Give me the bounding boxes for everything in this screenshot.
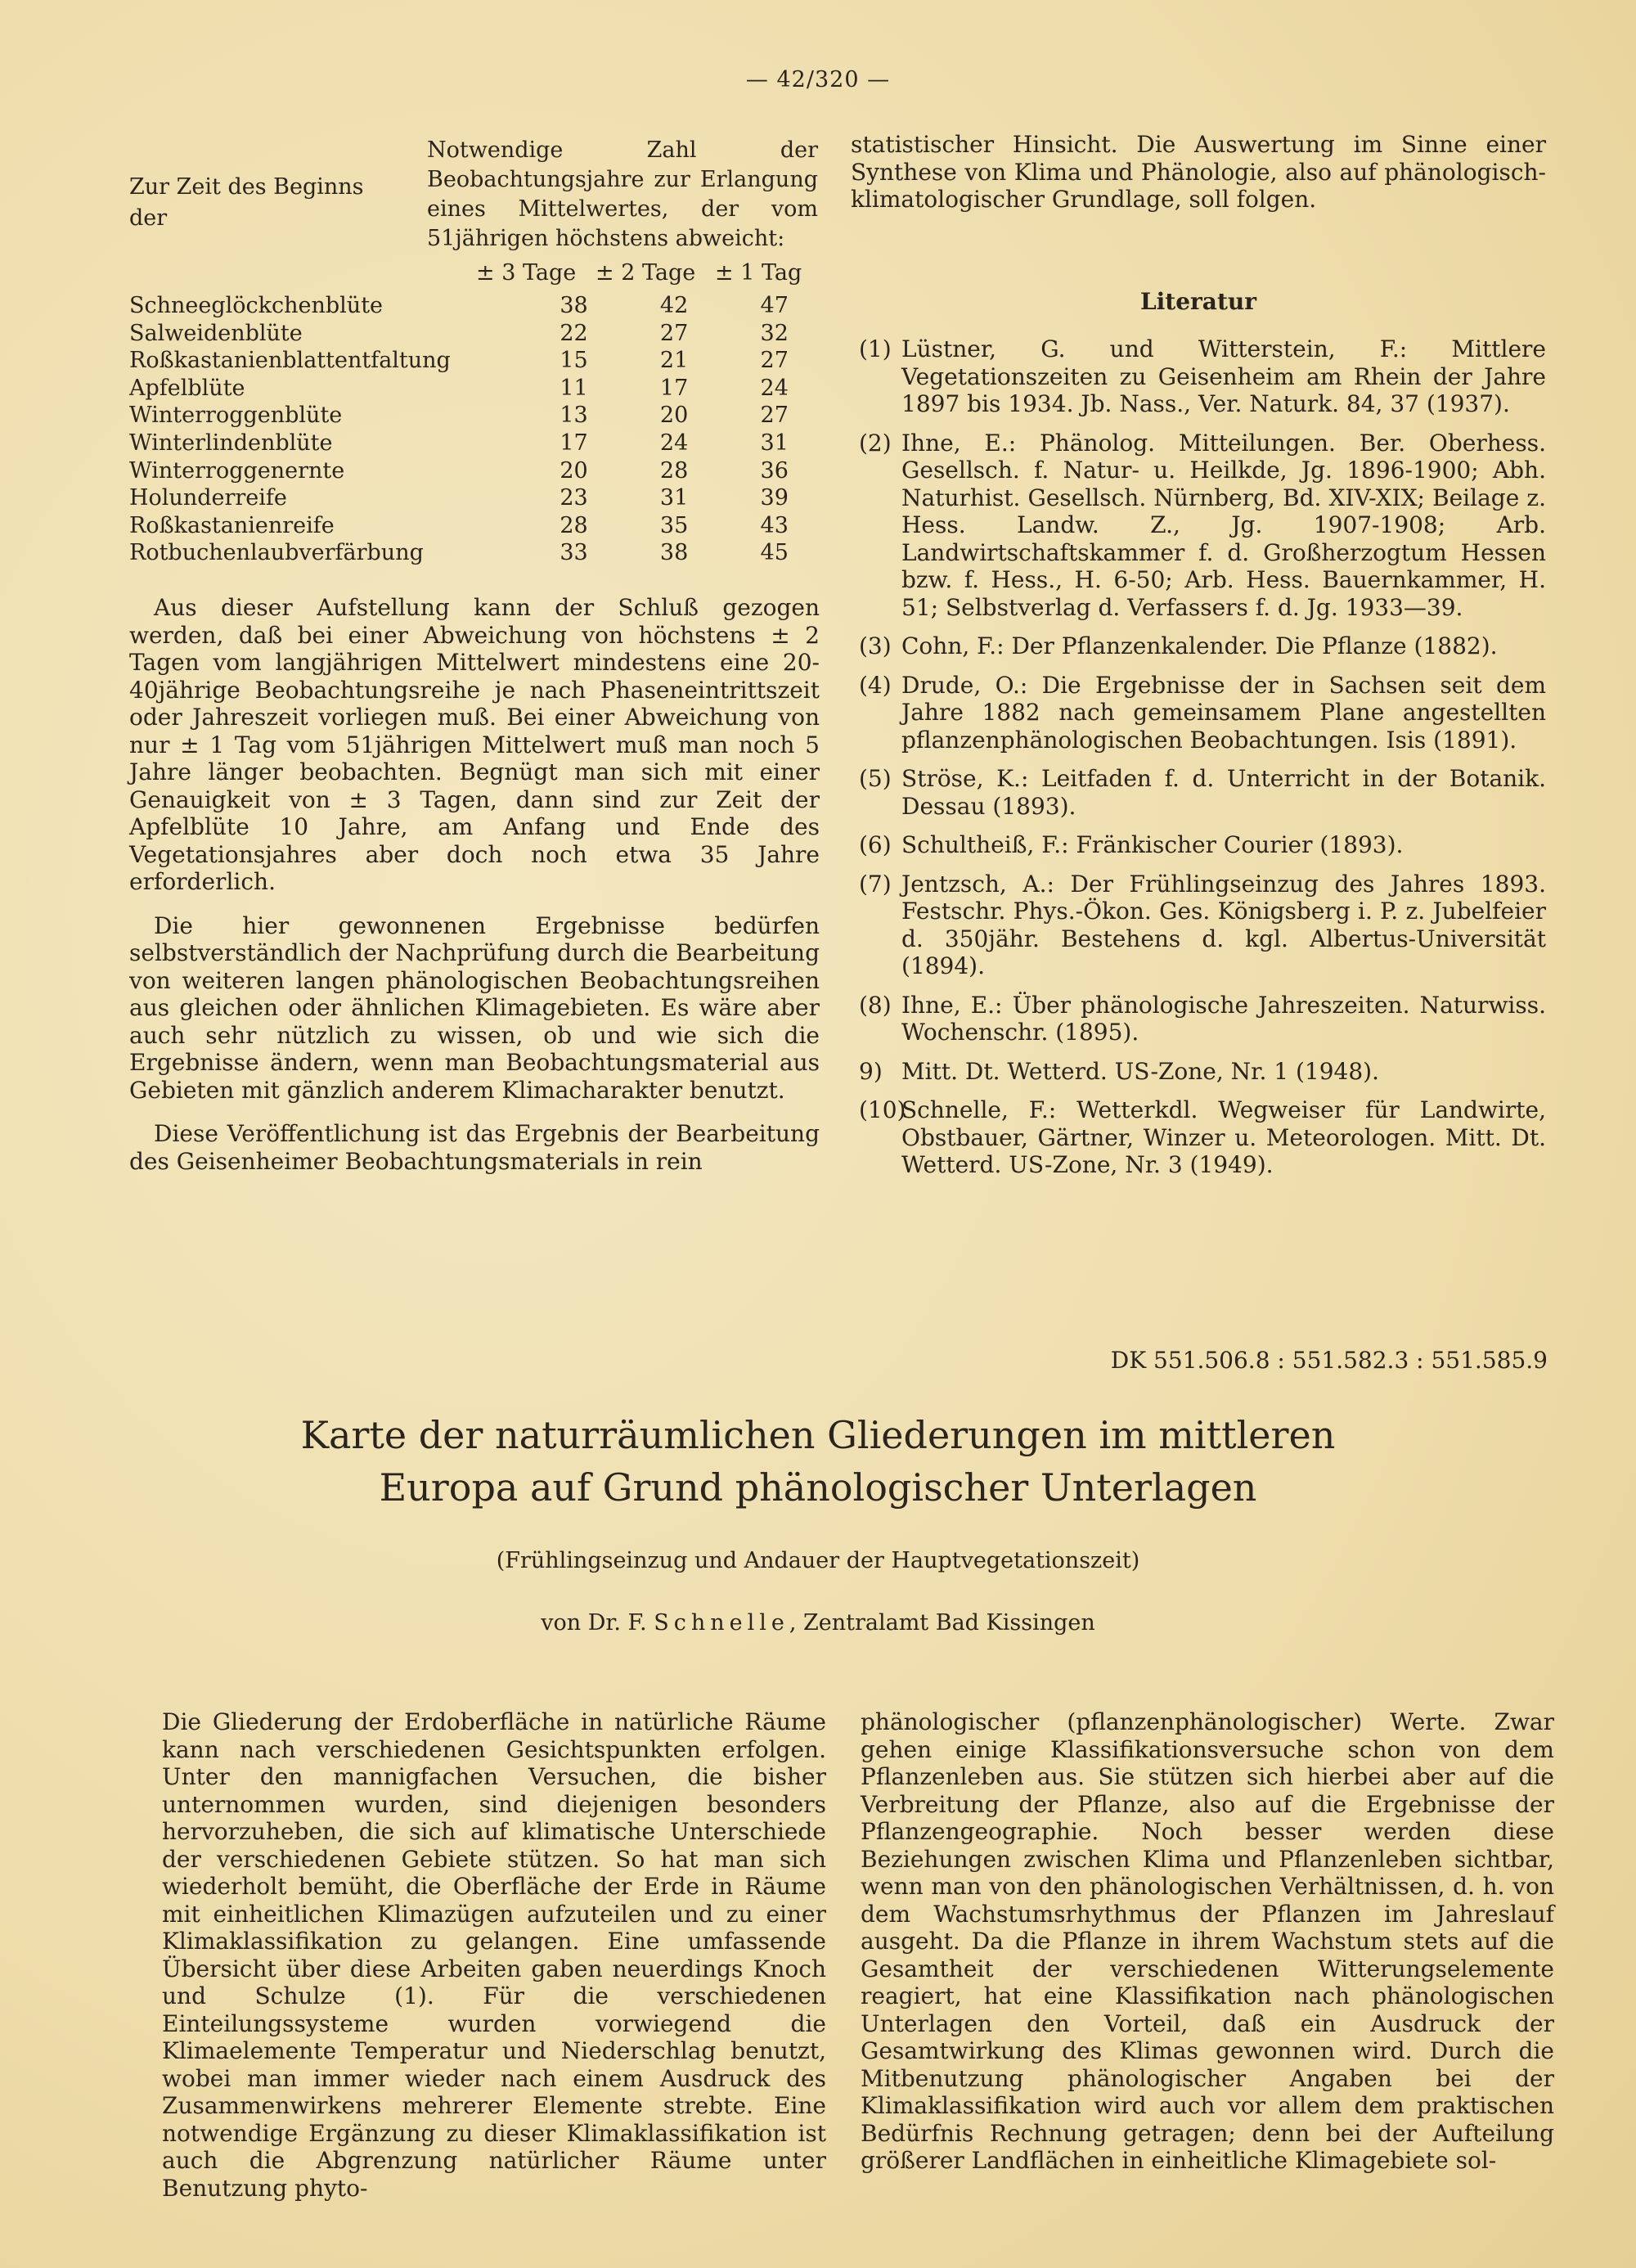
reference-number: (10) [859,1096,906,1123]
left-column-text [129,594,820,1191]
cell-3-days: 15 [560,348,588,374]
author-line [0,1610,1636,1636]
cell-2-days: 27 [659,320,689,346]
cell-1-day: 47 [760,293,789,318]
cell-2-days: 28 [659,457,689,484]
phase-name: Schneeglöckchenblüte [129,293,384,318]
table-row [129,539,825,567]
body-right-column [861,1708,1554,2191]
reference-text: Ihne, E.: Phänolog. Mitteilungen. Ber. Oberhess. Gesellsch. f. Natur- u. Heilkde, Jg. 1896-1900; Abh. Naturhist. Gesellsch. Nürnberg, Bd. XIV-XIX; Beilage z. Hess. Landw. Z., Jg. 1907-1908; Arb. Landwirtschaftskammer f. d. Großherzogtum Hessen bzw. f. Hess., H. 6-50; Arb. Hess. Bauernkammer, H. 51; Selbstverlag d. Verfassers f. d. Jg. 1933—39. [901,429,1546,621]
cell-3-days: 13 [560,403,588,429]
reference-item [859,1096,1546,1179]
cell-3-days: 23 [560,485,588,511]
reference-number: (3) [859,632,892,659]
reference-number: (8) [859,991,892,1019]
article-subtitle: (Frühlingseinzug und Andauer der Hauptvegetationszeit) [496,1548,1140,1573]
table-head-right: Notwendige Zahl der Beobachtungsjahre zur Erlangung eines Mittelwertes, der vom 51jährigen höchstens abweicht: [427,137,818,251]
cell-1-day: 31 [760,430,789,456]
reference-text: Drude, O.: Die Ergebnisse der in Sachsen seit dem Jahre 1882 nach gemeinsamem Plane angestellten pflanzenphänologischen Beobachtungen. Isis (1891). [901,671,1546,754]
cell-1-day: 32 [760,320,789,346]
reference-list [859,335,1546,1190]
phase-name: Salweidenblüte [129,320,303,346]
cell-3-days: 38 [560,293,588,318]
cell-1-day: 45 [760,540,789,566]
reference-item [859,1058,1546,1086]
reference-number: 9) [859,1057,883,1085]
cell-3-days: 22 [560,320,588,346]
reference-item [859,831,1546,859]
paragraph: Die Gliederung der Erdoberfläche in natürliche Räume kann nach verschiedenen Gesichtspunkten erfolgen. Unter den mannigfachen Versuchen, die bisher unternommen wurden, sind diejenigen besonders hervorzuheben, die sich auf klimatische Unterschiede der verschiedenen Gebiete stützen. So hat man sich wiederholt bemüht, die Oberfläche der Erde in Räume mit einheitlichen Klimazügen aufzuteilen und zu einer Klimaklassifikation zu gelangen. Eine umfassende Übersicht über diese Arbeiten gaben neuerdings Knoch und Schulze (1). Für die verschiedenen Einteilungssysteme wurden vorwiegend die Klimaelemente Temperatur und Niederschlag benutzt, wobei man immer wieder nach einem Ausdruck des Zusammenwirkens mehrerer Elemente strebte. Eine notwendige Ergänzung zu dieser Klimaklassifikation ist auch die Abgrenzung natürlicher Räume unter Benutzung phyto- [162,1708,826,2202]
cell-1-day: 43 [760,512,789,538]
page-number: — 42/320 — [745,67,891,92]
phase-name: Apfelblüte [129,375,245,401]
reference-item [859,765,1546,820]
reference-number: (4) [859,671,892,699]
cell-3-days: 17 [560,430,588,456]
phase-name: Winterroggenernte [129,457,345,484]
reference-item [859,672,1546,754]
reference-number: (2) [859,429,892,457]
column-header: ± 1 Tag [715,260,802,286]
table-row [129,375,825,403]
column-header: ± 2 Tage [596,260,696,286]
paragraph: phänologischer (pflanzenphänologischer) Werte. Zwar gehen einige Klassifikationsversuche schon von dem Pflanzenleben aus. Sie stützen sich hierbei aber auf die Verbreitung der Pflanze, also auf die Ergebnisse der Pflanzengeographie. Noch besser werden diese Beziehungen zwischen Klima und Pflanzenleben sichtbar, wenn man von den phänologischen Verhältnissen, d. h. von dem Wachstumsrhythmus der Pflanzen im Jahreslauf ausgeht. Da die Pflanze in ihrem Wachstum stets auf die Gesamtheit der verschiedenen Witterungselemente reagiert, hat eine Klassifikation nach phänologischen Unterlagen den Vorteil, daß ein Ausdruck der Gesamtwirkung des Klimas gewonnen wird. Durch die Mitbenutzung phänologischer Angaben bei der Klimaklassifikation wird auch vor allem dem praktischen Bedürfnis Rechnung getragen; denn bei der Aufteilung größerer Landflächen in einheitliche Klimagebiete sol- [861,1708,1554,2174]
reference-text: Mitt. Dt. Wetterd. US-Zone, Nr. 1 (1948). [901,1057,1379,1085]
literature-heading: Literatur [1139,288,1256,315]
reference-text: Lüstner, G. und Witterstein, F.: Mittlere Vegetationszeiten zu Geisenheim am Rhein der Jahre 1897 bis 1934. Jb. Nass., Ver. Naturk. 84, 37 (1937). [901,335,1546,417]
table-head-left: Zur Zeit des Beginns der [129,174,364,231]
author-affiliation: , Zentralamt Bad Kissingen [789,1610,1095,1636]
cell-2-days: 38 [659,540,689,566]
cell-2-days: 21 [659,348,689,374]
cell-3-days: 28 [560,512,588,538]
phase-name: Holunderreife [129,485,287,511]
table-row [129,347,825,375]
cell-1-day: 27 [760,348,789,374]
reference-item [859,335,1546,418]
reference-item [859,430,1546,622]
dk-classification: DK 551.506.8 : 551.582.3 : 551.585.9 [1110,1347,1548,1374]
table-column-headers [476,260,834,286]
table-row [129,402,825,430]
cell-1-day: 24 [760,375,789,401]
reference-text: Ströse, K.: Leitfaden f. d. Unterricht in der Botanik. Dessau (1893). [901,765,1546,820]
paragraph: Aus dieser Aufstellung kann der Schluß gezogen werden, daß bei einer Abweichung von höchstens ± 2 Tagen vom langjährigen Mittelwert mindestens eine 20-40jährige Beobachtungsreihe je nach Phaseneintrittszeit oder Jahreszeit vorliegen muß. Bei einer Abweichung von nur ± 1 Tag vom 51jährigen Mittelwert muß man noch 5 Jahre länger beobachten. Begnügt man sich mit einer Genauigkeit von ± 3 Tagen, dann sind zur Zeit der Apfelblüte 10 Jahre, am Anfang und Ende des Vegetationsjahres aber doch noch etwa 35 Jahre erforderlich. [129,594,820,895]
phenology-table [129,292,825,567]
reference-text: Schnelle, F.: Wetterkdl. Wegweiser für Landwirte, Obstbauer, Gärtner, Winzer u. Meteorologen. Mitt. Dt. Wetterd. US-Zone, Nr. 3 (1949). [901,1096,1546,1178]
table-row [129,430,825,457]
reference-text: Jentzsch, A.: Der Frühlingseinzug des Jahres 1893. Festschr. Phys.-Ökon. Ges. Königsberg i. P. z. Jubelfeier d. 350jähr. Bestehens d. kgl. Albertus-Universität (1894). [901,870,1546,979]
author-name: Schnelle [654,1610,789,1636]
cell-2-days: 17 [659,375,689,401]
reference-number: (6) [859,831,892,858]
table-row [129,484,825,512]
cell-3-days: 33 [560,540,588,566]
reference-text: Ihne, E.: Über phänologische Jahreszeiten. Naturwiss. Wochenschr. (1895). [901,991,1546,1046]
phase-name: Rotbuchenlaubverfärbung [129,540,424,566]
reference-number: (7) [859,870,892,898]
table-row [129,512,825,540]
table-row [129,457,825,485]
cell-2-days: 24 [659,430,689,456]
phase-name: Roßkastanienreife [129,512,335,538]
cell-2-days: 42 [659,293,689,318]
phase-name: Roßkastanienblattentfaltung [129,348,451,374]
cell-3-days: 11 [560,375,588,401]
reference-item [859,632,1546,660]
article-title: Karte der naturräumlichen Gliederungen im mittleren Europa auf Grund phänologischer Unterlagen [300,1413,1336,1510]
author-prefix: von Dr. F. [541,1610,647,1636]
phase-name: Winterroggenblüte [129,403,343,429]
column-header: ± 3 Tage [476,260,577,286]
table-row [129,292,825,320]
cell-2-days: 31 [659,485,689,511]
right-column-text [851,131,1546,230]
cell-1-day: 39 [760,485,789,511]
reference-number: (5) [859,765,892,792]
cell-2-days: 35 [659,512,689,538]
cell-1-day: 36 [760,457,789,484]
phase-name: Winterlindenblüte [129,430,333,456]
table-row [129,320,825,348]
reference-number: (1) [859,335,892,362]
cell-3-days: 20 [560,457,588,484]
reference-item [859,871,1546,980]
paragraph: statistischer Hinsicht. Die Auswertung im Sinne einer Synthese von Klima und Phänologie, also auf phänologisch-klimatologischer Grundlage, soll folgen. [851,131,1546,213]
reference-item [859,992,1546,1046]
reference-text: Cohn, F.: Der Pflanzenkalender. Die Pflanze (1882). [901,632,1498,659]
paragraph: Diese Veröffentlichung ist das Ergebnis der Bearbeitung des Geisenheimer Beobachtungsmaterials in rein [129,1120,820,1175]
paragraph: Die hier gewonnenen Ergebnisse bedürfen selbstverständlich der Nachprüfung durch die Bearbeitung von weiteren langen phänologischen Beobachtungsreihen aus gleichen oder ähnlichen Klimagebieten. Es wäre aber auch sehr nützlich zu wissen, ob und wie sich die Ergebnisse ändern, wenn man Beobachtungsmaterial aus Gebieten mit gänzlich anderem Klimacharakter benutzt. [129,911,820,1104]
body-left-column [162,1708,826,2218]
reference-text: Schultheiß, F.: Fränkischer Courier (1893). [901,831,1404,858]
cell-2-days: 20 [659,403,689,429]
cell-1-day: 27 [760,403,789,429]
